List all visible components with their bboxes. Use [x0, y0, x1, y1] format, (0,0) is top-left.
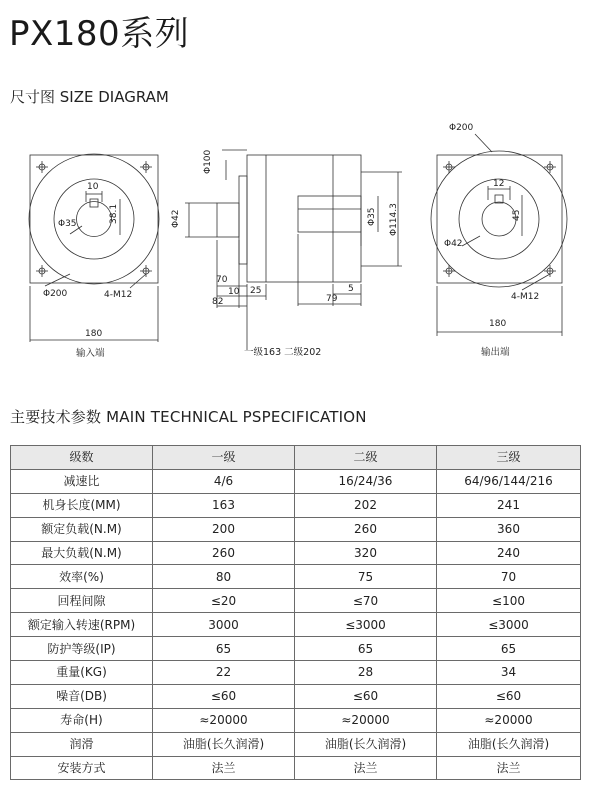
- left-dim-10: 10: [87, 182, 99, 192]
- spec-value-cell: 法兰: [153, 756, 295, 780]
- output-end-caption: 输出端: [481, 347, 510, 358]
- spec-header-cell: 一级: [153, 446, 295, 470]
- right-dim-phi42: Φ42: [444, 239, 463, 249]
- spec-table: [10, 445, 581, 780]
- spec-value-cell: 360: [437, 517, 581, 541]
- spec-value-cell: ≤100: [437, 589, 581, 613]
- spec-row: [11, 661, 581, 685]
- spec-row: [11, 493, 581, 517]
- spec-value-cell: 22: [153, 661, 295, 685]
- spec-value-cell: 163: [153, 493, 295, 517]
- spec-heading: 主要技术参数 MAIN TECHNICAL PSPECIFICATION: [10, 408, 367, 426]
- spec-value-cell: 240: [437, 541, 581, 565]
- spec-param-label: 额定负载(N.M): [11, 517, 153, 541]
- spec-value-cell: 3000: [153, 613, 295, 637]
- spec-header-cell: 二级: [295, 446, 437, 470]
- left-dim-4m12: 4-M12: [104, 290, 133, 300]
- spec-value-cell: 200: [153, 517, 295, 541]
- side-view: [185, 150, 402, 350]
- spec-value-cell: ≤70: [295, 589, 437, 613]
- spec-value-cell: 65: [153, 637, 295, 661]
- mid-dim-79: 79: [326, 294, 338, 304]
- size-diagram: [0, 110, 597, 372]
- spec-value-cell: 16/24/36: [295, 469, 437, 493]
- spec-row: [11, 637, 581, 661]
- side-view-caption: 一级163 二级202: [244, 347, 322, 358]
- mid-dim-10: 10: [228, 287, 240, 297]
- left-dim-phi200: Φ200: [43, 289, 68, 299]
- mid-dim-25: 25: [250, 286, 262, 296]
- spec-header-cell: 级数: [11, 446, 153, 470]
- spec-value-cell: 260: [295, 517, 437, 541]
- spec-row: [11, 541, 581, 565]
- mid-dim-phi42: Φ42: [171, 209, 181, 228]
- spec-row: [11, 732, 581, 756]
- output-end-view: [431, 134, 567, 336]
- spec-value-cell: 油脂(长久润滑): [153, 732, 295, 756]
- spec-value-cell: 法兰: [437, 756, 581, 780]
- right-dim-phi200: Φ200: [449, 123, 474, 133]
- mid-dim-70: 70: [216, 275, 228, 285]
- spec-value-cell: 28: [295, 661, 437, 685]
- left-dim-180: 180: [85, 329, 103, 339]
- spec-value-cell: 75: [295, 565, 437, 589]
- spec-value-cell: ≤60: [295, 684, 437, 708]
- spec-value-cell: 320: [295, 541, 437, 565]
- spec-value-cell: 260: [153, 541, 295, 565]
- spec-row: [11, 708, 581, 732]
- size-diagram-heading: 尺寸图 SIZE DIAGRAM: [10, 88, 169, 106]
- spec-value-cell: ≤3000: [437, 613, 581, 637]
- spec-value-cell: ≈20000: [437, 708, 581, 732]
- spec-value-cell: 4/6: [153, 469, 295, 493]
- spec-value-cell: 241: [437, 493, 581, 517]
- spec-value-cell: ≤60: [153, 684, 295, 708]
- right-dim-180: 180: [489, 319, 507, 329]
- spec-param-label: 噪音(DB): [11, 684, 153, 708]
- spec-row: [11, 469, 581, 493]
- mid-dim-phi35: Φ35: [367, 207, 377, 226]
- spec-value-cell: 34: [437, 661, 581, 685]
- spec-param-label: 防护等级(IP): [11, 637, 153, 661]
- spec-value-cell: 油脂(长久润滑): [295, 732, 437, 756]
- spec-value-cell: 64/96/144/216: [437, 469, 581, 493]
- input-end-caption: 输入端: [76, 348, 105, 359]
- spec-row: [11, 565, 581, 589]
- spec-param-label: 回程间隙: [11, 589, 153, 613]
- spec-value-cell: ≤60: [437, 684, 581, 708]
- spec-value-cell: ≤3000: [295, 613, 437, 637]
- spec-value-cell: 80: [153, 565, 295, 589]
- mid-dim-5: 5: [348, 284, 354, 294]
- spec-row: [11, 613, 581, 637]
- spec-row: [11, 684, 581, 708]
- spec-param-label: 最大负载(N.M): [11, 541, 153, 565]
- mid-dim-phi114-3: Φ114.3: [389, 203, 399, 236]
- spec-value-cell: 70: [437, 565, 581, 589]
- spec-param-label: 额定输入转速(RPM): [11, 613, 153, 637]
- mid-dim-phi100: Φ100: [203, 149, 213, 174]
- spec-value-cell: 65: [295, 637, 437, 661]
- spec-row: [11, 589, 581, 613]
- spec-table-body: [11, 446, 581, 780]
- spec-value-cell: 65: [437, 637, 581, 661]
- spec-header-cell: 三级: [437, 446, 581, 470]
- spec-header-row: [11, 446, 581, 470]
- right-dim-4m12: 4-M12: [511, 292, 540, 302]
- mid-dim-82: 82: [212, 297, 224, 307]
- left-dim-phi35: Φ35: [58, 219, 77, 229]
- spec-param-label: 安装方式: [11, 756, 153, 780]
- spec-value-cell: ≈20000: [295, 708, 437, 732]
- spec-param-label: 机身长度(MM): [11, 493, 153, 517]
- page-title: PX180系列: [9, 14, 190, 54]
- spec-param-label: 效率(%): [11, 565, 153, 589]
- spec-param-label: 减速比: [11, 469, 153, 493]
- spec-value-cell: 法兰: [295, 756, 437, 780]
- right-dim-45: 45: [512, 209, 522, 221]
- spec-param-label: 润滑: [11, 732, 153, 756]
- spec-row: [11, 756, 581, 780]
- spec-param-label: 重量(KG): [11, 661, 153, 685]
- left-dim-38-1: 38.1: [109, 203, 119, 224]
- spec-row: [11, 517, 581, 541]
- spec-value-cell: ≤20: [153, 589, 295, 613]
- spec-param-label: 寿命(H): [11, 708, 153, 732]
- spec-value-cell: ≈20000: [153, 708, 295, 732]
- right-dim-12: 12: [493, 179, 505, 189]
- spec-value-cell: 202: [295, 493, 437, 517]
- spec-value-cell: 油脂(长久润滑): [437, 732, 581, 756]
